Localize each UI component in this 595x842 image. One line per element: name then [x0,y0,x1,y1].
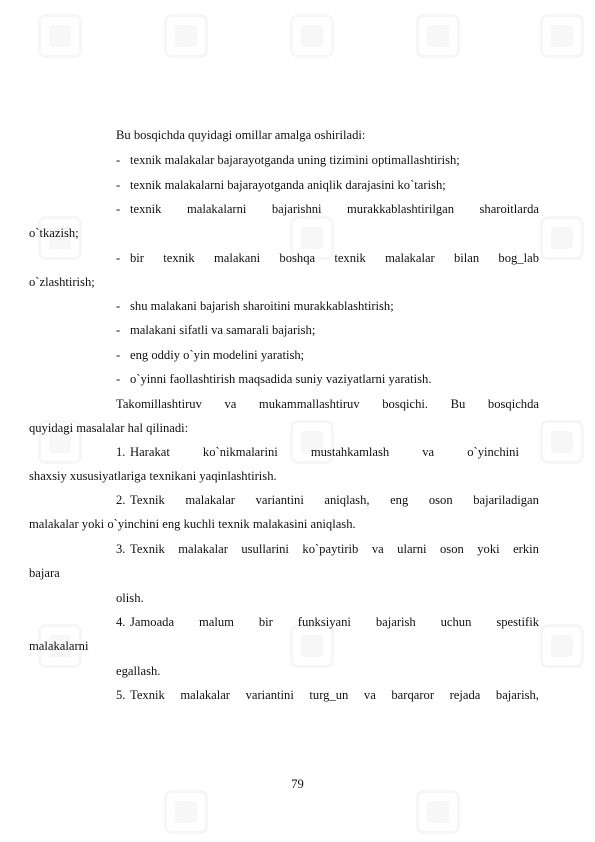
item-number: 3. [116,542,126,556]
numbered-item-continuation: olish. [116,591,144,605]
list-item: - o`yinni faollashtirish maqsadida suniy vaziyatlarni yaratish. [116,372,432,386]
numbered-item: 3. Texnik malakalar usullarini ko`paytirib va ularni oson yoki erkin [116,542,539,556]
numbered-item: 1. Harakat ko`nikmalarini mustahkamlash va o`yinchini [116,445,519,459]
watermark-icon [416,14,460,58]
watermark-icon [416,790,460,834]
bullet-dash: - [116,299,121,313]
watermark-icon [540,216,584,260]
bullet-dash: - [116,178,121,192]
bullet-dash: - [116,251,121,265]
watermark-icon [290,14,334,58]
page-number: 79 [291,777,304,791]
numbered-item: 4. Jamoada malum bir funksiyani bajarish uchun spestifik [116,615,539,629]
list-item: - malakani sifatli va samarali bajarish; [116,323,316,337]
numbered-item-continuation: bajara [29,566,60,580]
numbered-item-continuation: malakalarni [29,639,89,653]
list-item: - eng oddiy o`yin modelini yaratish; [116,348,305,362]
list-item-continuation: o`tkazish; [29,226,79,240]
bullet-dash: - [116,202,121,216]
stage-paragraph: Takomillashtiruv va mukammallashtiruv bosqichi. Bu bosqichda [116,397,539,411]
list-item: - shu malakani bajarish sharoitini murakkablashtirish; [116,299,394,313]
watermark-icon [540,14,584,58]
numbered-item-continuation: malakalar yoki o`yinchini eng kuchli texnik malakasini aniqlash. [29,517,356,531]
item-number: 4. [116,615,126,629]
bullet-dash: - [116,323,121,337]
watermark-icon [164,790,208,834]
item-number: 1. [116,445,126,459]
list-item: - texnik malakalarni bajarayotganda aniqlik darajasini ko`tarish; [116,178,446,192]
watermark-icon [540,420,584,464]
bullet-dash: - [116,372,121,386]
list-item: - texnik malakalar bajarayotganda uning tizimini optimallashtirish; [116,153,460,167]
numbered-item-continuation: egallash. [116,664,161,678]
bullet-dash: - [116,153,121,167]
item-number: 2. [116,493,126,507]
list-item: - texnik malakalarni bajarishni murakkablashtirilgan sharoitlarda [116,202,539,216]
watermark-icon [38,14,82,58]
bullet-dash: - [116,348,121,362]
list-item: - bir texnik malakani boshqa texnik malakalar bilan bog_lab [116,251,539,265]
watermark-icon [540,624,584,668]
watermark-icon [164,14,208,58]
numbered-item: 5. Texnik malakalar variantini turg_un va barqaror rejada bajarish, [116,688,539,702]
item-number: 5. [116,688,126,702]
intro-paragraph: Bu bosqichda quyidagi omillar amalga oshiriladi: [116,128,366,142]
numbered-item: 2. Texnik malakalar variantini aniqlash, eng oson bajariladigan [116,493,539,507]
numbered-item-continuation: shaxsiy xususiyatlariga texnikani yaqinlashtirish. [29,469,277,483]
stage-paragraph-continuation: quyidagi masalalar hal qilinadi: [29,421,189,435]
list-item-continuation: o`zlashtirish; [29,275,95,289]
